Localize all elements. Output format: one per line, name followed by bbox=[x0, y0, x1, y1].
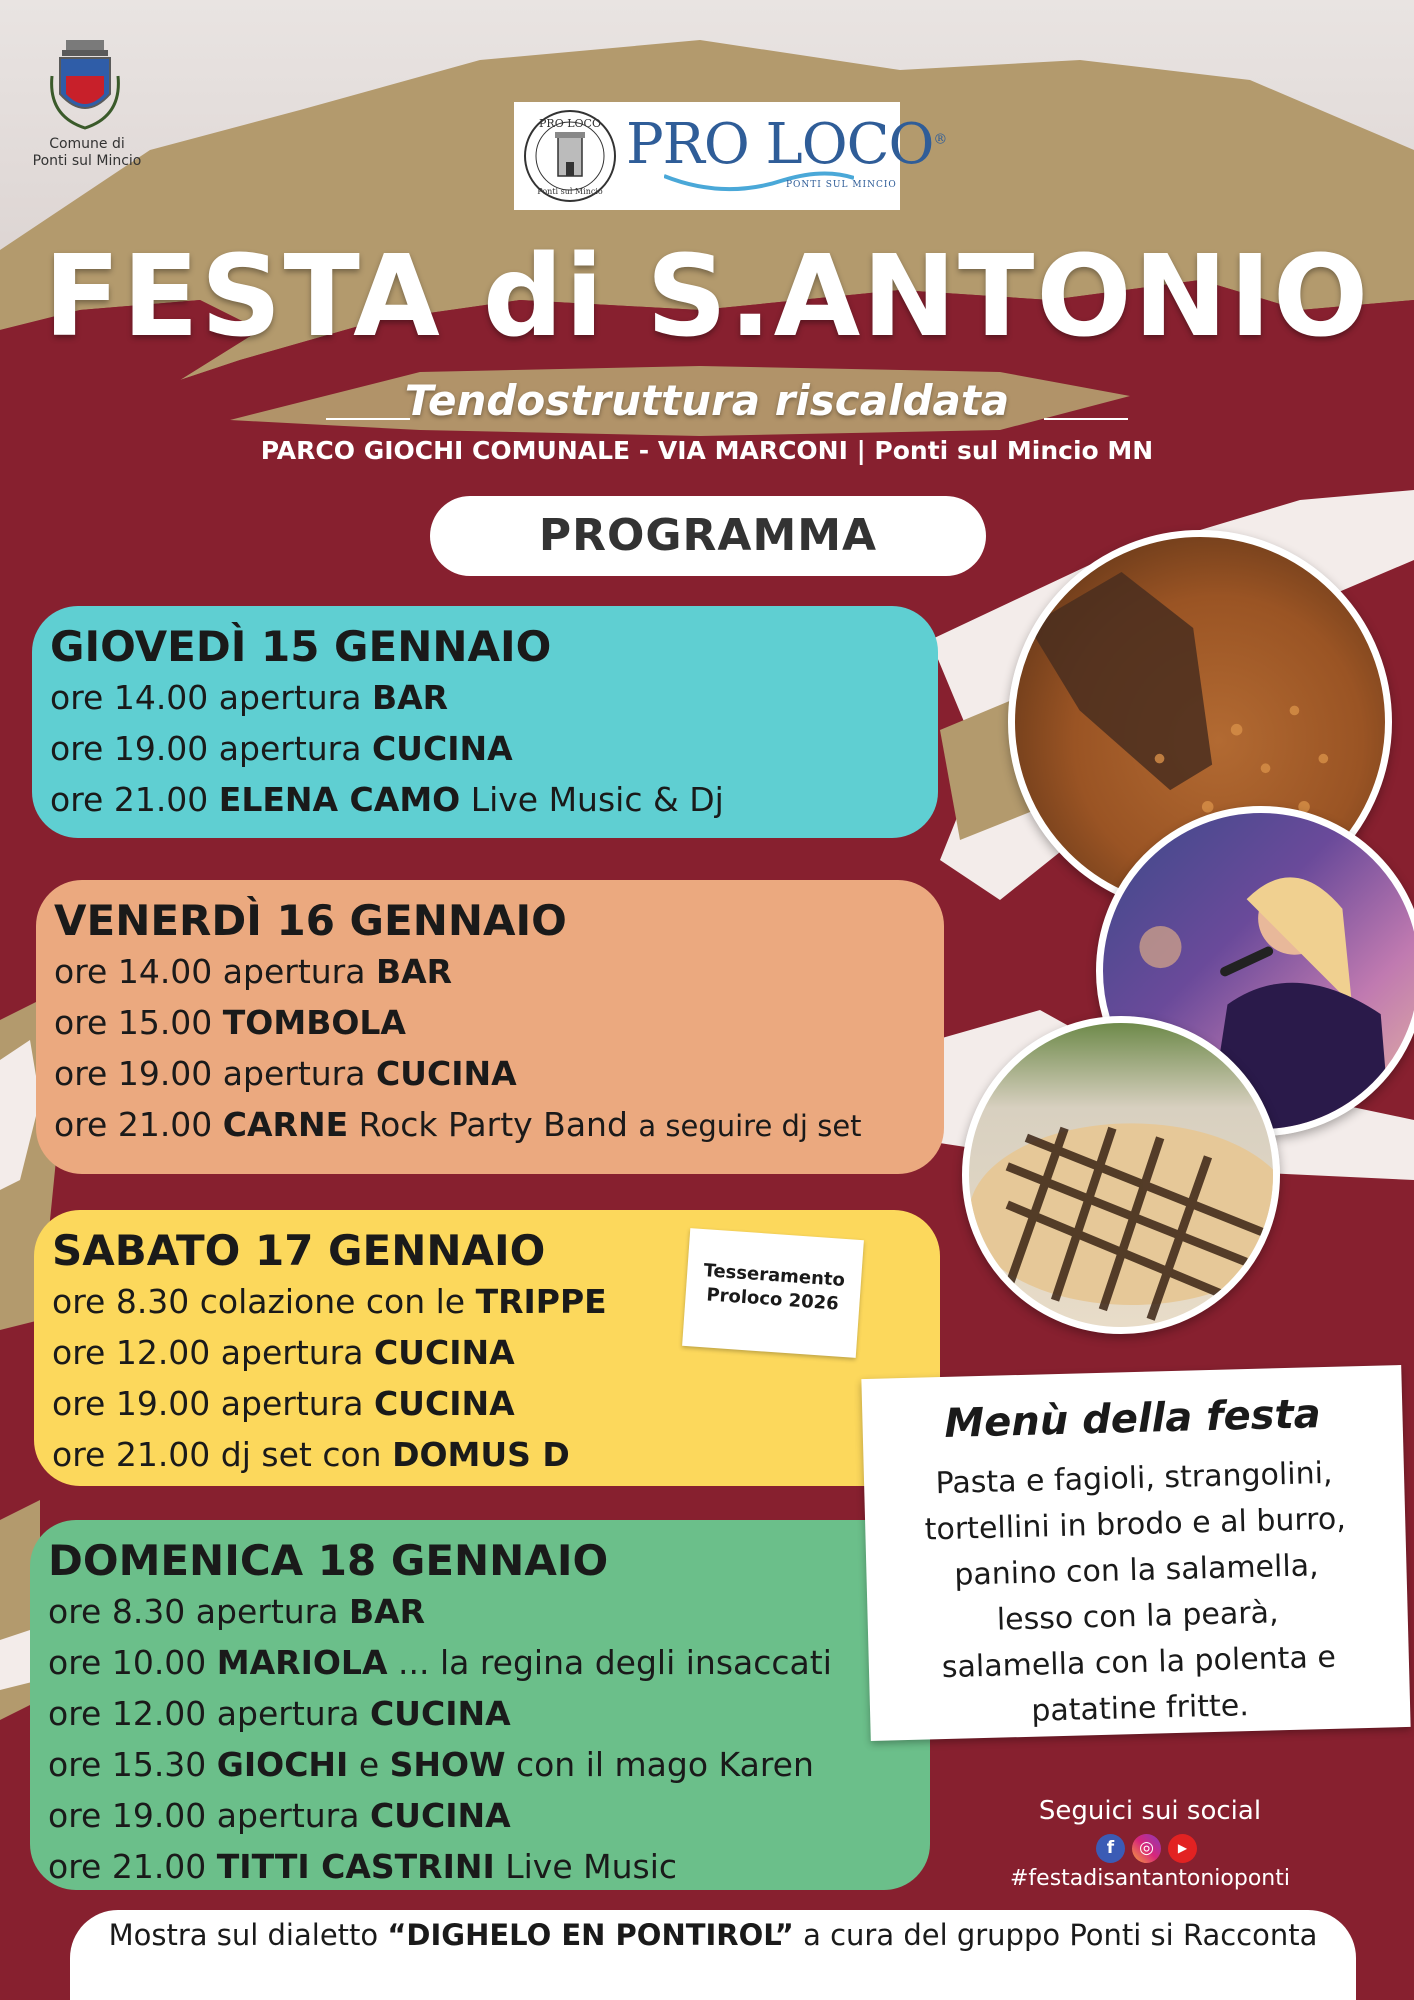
youtube-icon[interactable]: ▶ bbox=[1168, 1834, 1197, 1863]
facebook-icon[interactable]: f bbox=[1096, 1834, 1125, 1863]
event-line: ore 19.00 apertura CUCINA bbox=[54, 1054, 517, 1093]
event-line: ore 21.00 ELENA CAMO Live Music & Dj bbox=[50, 780, 724, 819]
social-label: Seguici sui social bbox=[1038, 1796, 1262, 1826]
hashtag: #festadisantantonioponti bbox=[1009, 1866, 1290, 1891]
day-card-friday bbox=[36, 880, 944, 1174]
menu-line: panino con la salamella, bbox=[953, 1548, 1320, 1593]
day-title: SABATO 17 GENNAIO bbox=[52, 1226, 546, 1275]
proloco-subtitle: PONTI SUL MINCIO bbox=[786, 180, 897, 190]
registered-mark: ® bbox=[933, 131, 947, 148]
event-line: ore 15.00 TOMBOLA bbox=[54, 1003, 406, 1042]
event-line: ore 8.30 apertura BAR bbox=[48, 1592, 426, 1631]
event-line: ore 8.30 colazione con le TRIPPE bbox=[52, 1282, 607, 1321]
page-title: FESTA di S.ANTONIO bbox=[43, 232, 1371, 362]
menu-title: Menù della festa bbox=[943, 1391, 1322, 1447]
instagram-icon[interactable]: ◎ bbox=[1132, 1834, 1161, 1863]
day-card-sunday bbox=[30, 1520, 930, 1890]
proloco-badge-top-text: PRO LOCO bbox=[539, 117, 601, 130]
menu-line: tortellini in brodo e al burro, bbox=[924, 1501, 1347, 1548]
programma-heading: PROGRAMMA bbox=[430, 496, 986, 576]
membership-note bbox=[682, 1228, 864, 1358]
event-line: ore 12.00 apertura CUCINA bbox=[48, 1694, 511, 1733]
bread-illustration bbox=[969, 1023, 1273, 1327]
event-line: ore 15.30 GIOCHI e SHOW con il mago Karen bbox=[48, 1745, 814, 1784]
proloco-badge-icon bbox=[522, 108, 618, 204]
comune-label-line1: Comune di bbox=[49, 136, 125, 152]
proloco-badge-bottom-text: Ponti sul Mincio bbox=[537, 187, 603, 196]
comune-label bbox=[22, 136, 152, 170]
social-icons bbox=[1096, 1834, 1206, 1864]
menu-card bbox=[861, 1365, 1410, 1741]
day-title: DOMENICA 18 GENNAIO bbox=[48, 1536, 609, 1585]
footer-text: Mostra sul dialetto “DIGHELO EN PONTIROL” a cura del gruppo Ponti si Racconta bbox=[108, 1918, 1318, 1952]
day-card-thursday bbox=[32, 606, 938, 838]
menu-line: salamella con la polenta e bbox=[941, 1639, 1337, 1686]
subtitle-divider-right bbox=[1044, 418, 1128, 420]
subtitle: Tendostruttura riscaldata bbox=[404, 376, 1010, 425]
event-line: ore 19.00 apertura CUCINA bbox=[50, 729, 513, 768]
menu-line: patatine fritte. bbox=[1030, 1688, 1250, 1729]
event-line: ore 19.00 apertura CUCINA bbox=[52, 1384, 515, 1423]
event-line: ore 21.00 CARNE Rock Party Band a seguire dj set bbox=[54, 1105, 862, 1144]
proloco-logo bbox=[514, 102, 947, 210]
membership-note-line1: Tesseramento bbox=[702, 1260, 846, 1291]
menu-line: Pasta e fagioli, strangolini, bbox=[935, 1455, 1333, 1502]
event-line: ore 21.00 TITTI CASTRINI Live Music bbox=[48, 1847, 678, 1886]
event-line: ore 19.00 apertura CUCINA bbox=[48, 1796, 511, 1835]
comune-crest-icon bbox=[48, 36, 122, 132]
event-line: ore 21.00 dj set con DOMUS D bbox=[52, 1435, 570, 1474]
event-line: ore 12.00 apertura CUCINA bbox=[52, 1333, 515, 1372]
menu-line: lesso con la pearà, bbox=[996, 1595, 1279, 1638]
proloco-wordmark-text: PRO LOCO bbox=[626, 112, 934, 177]
comune-label-line2: Ponti sul Mincio bbox=[32, 153, 142, 169]
photo-grilled-bread bbox=[962, 1016, 1280, 1334]
event-line: ore 10.00 MARIOLA ... la regina degli insaccati bbox=[48, 1643, 832, 1682]
menu-items bbox=[884, 1449, 1391, 1738]
membership-note-line2: Proloco 2026 bbox=[705, 1284, 840, 1315]
location-text: PARCO GIOCHI COMUNALE - VIA MARCONI | Ponti sul Mincio MN bbox=[260, 436, 1154, 465]
event-line: ore 14.00 apertura BAR bbox=[50, 678, 449, 717]
event-line: ore 14.00 apertura BAR bbox=[54, 952, 453, 991]
day-title: VENERDÌ 16 GENNAIO bbox=[54, 896, 567, 945]
day-title: GIOVEDÌ 15 GENNAIO bbox=[50, 622, 552, 671]
